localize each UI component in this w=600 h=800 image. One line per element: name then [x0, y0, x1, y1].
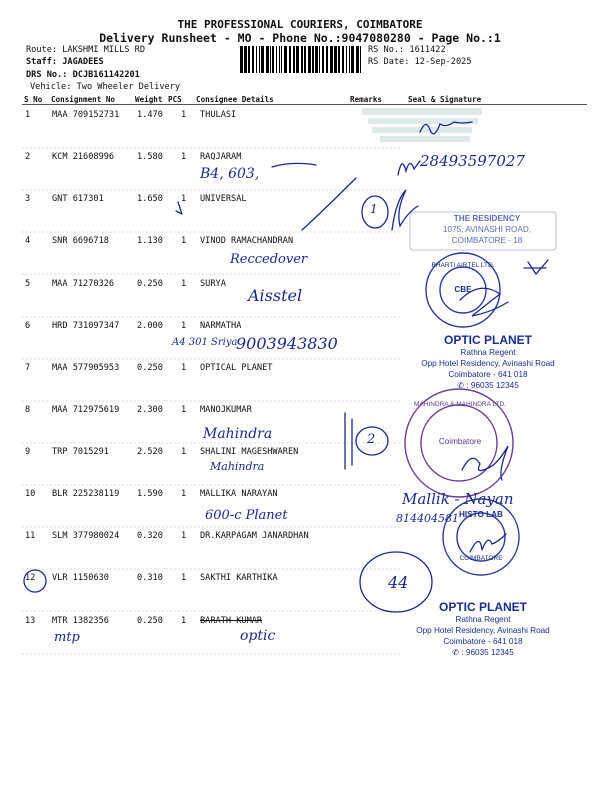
row-pcs: 1 [181, 152, 187, 162]
row-consignee: RAQJARAM [200, 152, 242, 162]
handwriting-r10-note: 600-c Planet [205, 508, 288, 523]
vehicle-label: Vehicle: [30, 82, 72, 92]
handwriting-r2-address: B4, 603, [200, 166, 260, 182]
row-consignee: SAKTHI KARTHIKA [200, 573, 278, 583]
bharti-stamp-name: BHARTI AIRTEL LTD. [431, 262, 495, 269]
drs-label: DRS No.: [26, 70, 68, 80]
row-consignment: SNR 6696718 [52, 236, 109, 246]
handwriting-r12-circle: 44 [388, 573, 409, 592]
row-sno: 10 [25, 489, 36, 499]
optic-stamp-2-line3: Coimbatore - 641 018 [443, 637, 523, 646]
col-weight: Weight [135, 95, 163, 104]
rs-no-label: RS No.: [368, 45, 405, 55]
handwriting-r8-note: Mahindra [203, 426, 273, 442]
mahindra-stamp-city: Coimbatore [438, 437, 482, 446]
row-sno: 9 [25, 447, 31, 457]
row-weight: 2.300 [137, 405, 163, 415]
optic-stamp-1-line3: Coimbatore - 641 018 [448, 370, 528, 379]
row-consignment: TRP 7015291 [52, 447, 109, 457]
row-pcs: 1 [181, 110, 187, 120]
row-weight: 1.130 [137, 236, 163, 246]
row-sno: 3 [25, 194, 31, 204]
optic-stamp-1-line2: Opp Hotel Residency, Avinashi Road [421, 359, 555, 368]
optic-stamp-1-name: OPTIC PLANET [443, 333, 532, 347]
row-pcs: 1 [181, 363, 187, 373]
row-pcs: 1 [181, 447, 187, 457]
histo-stamp-name: HISTO LAB [459, 510, 503, 519]
row-consignee: UNIVERSAL [200, 194, 247, 204]
row-weight: 0.250 [137, 616, 163, 626]
row-sno: 13 [25, 616, 36, 626]
row-consignment: MAA 712975619 [52, 405, 120, 415]
handwriting-r2-phone: 28493597027 [420, 152, 525, 170]
row-consignment: VLR 1150630 [52, 573, 109, 583]
row-pcs: 1 [181, 194, 187, 204]
row-pcs: 1 [181, 405, 187, 415]
row-sno: 2 [25, 152, 31, 162]
row-consignment: MAA 577905953 [52, 363, 120, 373]
handwriting-r3-circle: 1 [370, 202, 378, 216]
row-pcs: 1 [181, 616, 187, 626]
optic-stamp-1-line4: ✆ : 96035 12345 [457, 381, 519, 390]
route-label: Route: [26, 45, 58, 55]
handwriting-r9-note: Mahindra [210, 460, 265, 473]
row-consignee: BARATH KUMAR [200, 616, 263, 626]
col-sno: S No [24, 95, 43, 104]
row-consignee: MALLIKA NARAYAN [200, 489, 278, 499]
row-weight: 0.250 [137, 363, 163, 373]
row-sno: 7 [25, 363, 31, 373]
residency-stamp-name: THE RESIDENCY [453, 214, 521, 223]
col-pcs: PCS [168, 95, 182, 104]
row-weight: 1.470 [137, 110, 163, 120]
row-consignee: DR.KARPAGAM JANARDHAN [200, 531, 309, 541]
staff-value: JAGADEES [62, 57, 104, 67]
handwriting-r13-mtp: mtp [54, 630, 80, 645]
row-weight: 0.250 [137, 279, 163, 289]
row-consignment: HRD 731097347 [52, 321, 120, 331]
row-consignee: OPTICAL PLANET [200, 363, 273, 373]
row-weight: 0.320 [137, 531, 163, 541]
row-consignee: SHALINI MAGESHWAREN [200, 447, 299, 457]
row-pcs: 1 [181, 531, 187, 541]
row-weight: 2.520 [137, 447, 163, 457]
row-pcs: 1 [181, 279, 187, 289]
col-seal: Seal & Signature [408, 95, 482, 104]
optic-stamp-2-name: OPTIC PLANET [438, 600, 527, 614]
row-consignment: BLR 225238119 [52, 489, 120, 499]
row-sno: 11 [25, 531, 36, 541]
route-value: LAKSHMI MILLS RD [62, 45, 146, 55]
row-consignment: SLM 377980024 [52, 531, 120, 541]
rs-date-label: RS Date: [368, 57, 410, 67]
staff-label: Staff: [26, 57, 58, 67]
row-weight: 1.650 [137, 194, 163, 204]
row-sno: 6 [25, 321, 31, 331]
col-consignee: Consignee Details [196, 95, 274, 104]
row-pcs: 1 [181, 573, 187, 583]
row-consignment: MTR 1382356 [52, 616, 109, 626]
document-subtitle: Delivery Runsheet - MO - Phone No.:9047080280 - Page No.:1 [99, 31, 501, 45]
row-weight: 0.310 [137, 573, 163, 583]
handwriting-r5-note: Aisstel [248, 286, 303, 305]
document-title: THE PROFESSIONAL COURIERS, COIMBATORE [177, 18, 423, 31]
row-consignee: VINOD RAMACHANDRAN [200, 236, 294, 246]
handwriting-r10-signature: Mallik - Nayan [402, 490, 514, 508]
rs-no-value: 1611422 [409, 45, 446, 55]
row-pcs: 1 [181, 321, 187, 331]
row-sno: 1 [25, 110, 31, 120]
vehicle-value: Two Wheeler Delivery [76, 82, 181, 92]
row-consignment: MAA 709152731 [52, 110, 120, 120]
row-consignment: KCM 21608996 [52, 152, 115, 162]
faded-stamp-1 [362, 108, 482, 142]
row-sno: 5 [25, 279, 31, 289]
bharti-stamp-city: CBE [454, 285, 472, 294]
row-weight: 2.000 [137, 321, 163, 331]
handwriting-r4-note: Reccedover [230, 252, 308, 267]
row-consignment: GNT 617301 [52, 194, 104, 204]
handwriting-r6-phone: 9003943830 [236, 334, 338, 353]
col-consignment: Consignment No [51, 95, 116, 104]
row-weight: 1.580 [137, 152, 163, 162]
handwriting-r9-circle: 2 [367, 432, 376, 447]
residency-stamp-city: COIMBATORE - 18 [451, 236, 523, 245]
histo-stamp-city: COIMBATORE [459, 555, 503, 562]
optic-stamp-2-line2: Opp Hotel Residency, Avinashi Road [416, 626, 550, 635]
mahindra-stamp-name: MAHINDRA & MAHINDRA LTD. [414, 401, 506, 408]
residency-stamp-address: 1075, AVINASHI ROAD, [442, 225, 532, 234]
row-consignee: SURYA [200, 279, 226, 289]
row-pcs: 1 [181, 489, 187, 499]
handwriting-r13-note: optic [240, 628, 276, 644]
row-sno: 4 [25, 236, 31, 246]
col-remarks: Remarks [350, 95, 383, 104]
row-consignee: THULASI [200, 110, 237, 120]
row-weight: 1.590 [137, 489, 163, 499]
row-consignee: MANOJKUMAR [200, 405, 252, 415]
optic-stamp-2-line4: ✆ : 96035 12345 [452, 648, 514, 657]
row-sno: 12 [25, 573, 36, 583]
handwriting-r10-phone: 814404581 [396, 512, 459, 525]
optic-stamp-2-line1: Rathna Regent [455, 615, 511, 624]
row-consignee: NARMATHA [200, 321, 242, 331]
rs-date-value: 12-Sep-2025 [414, 57, 472, 67]
row-pcs: 1 [181, 236, 187, 246]
optic-stamp-1-line1: Rathna Regent [460, 348, 516, 357]
row-consignment: MAA 71270326 [52, 279, 115, 289]
row-sno: 8 [25, 405, 31, 415]
drs-value: DCJB161142201 [72, 70, 140, 80]
handwriting-r6-note: A4 301 Sriya [172, 337, 238, 348]
